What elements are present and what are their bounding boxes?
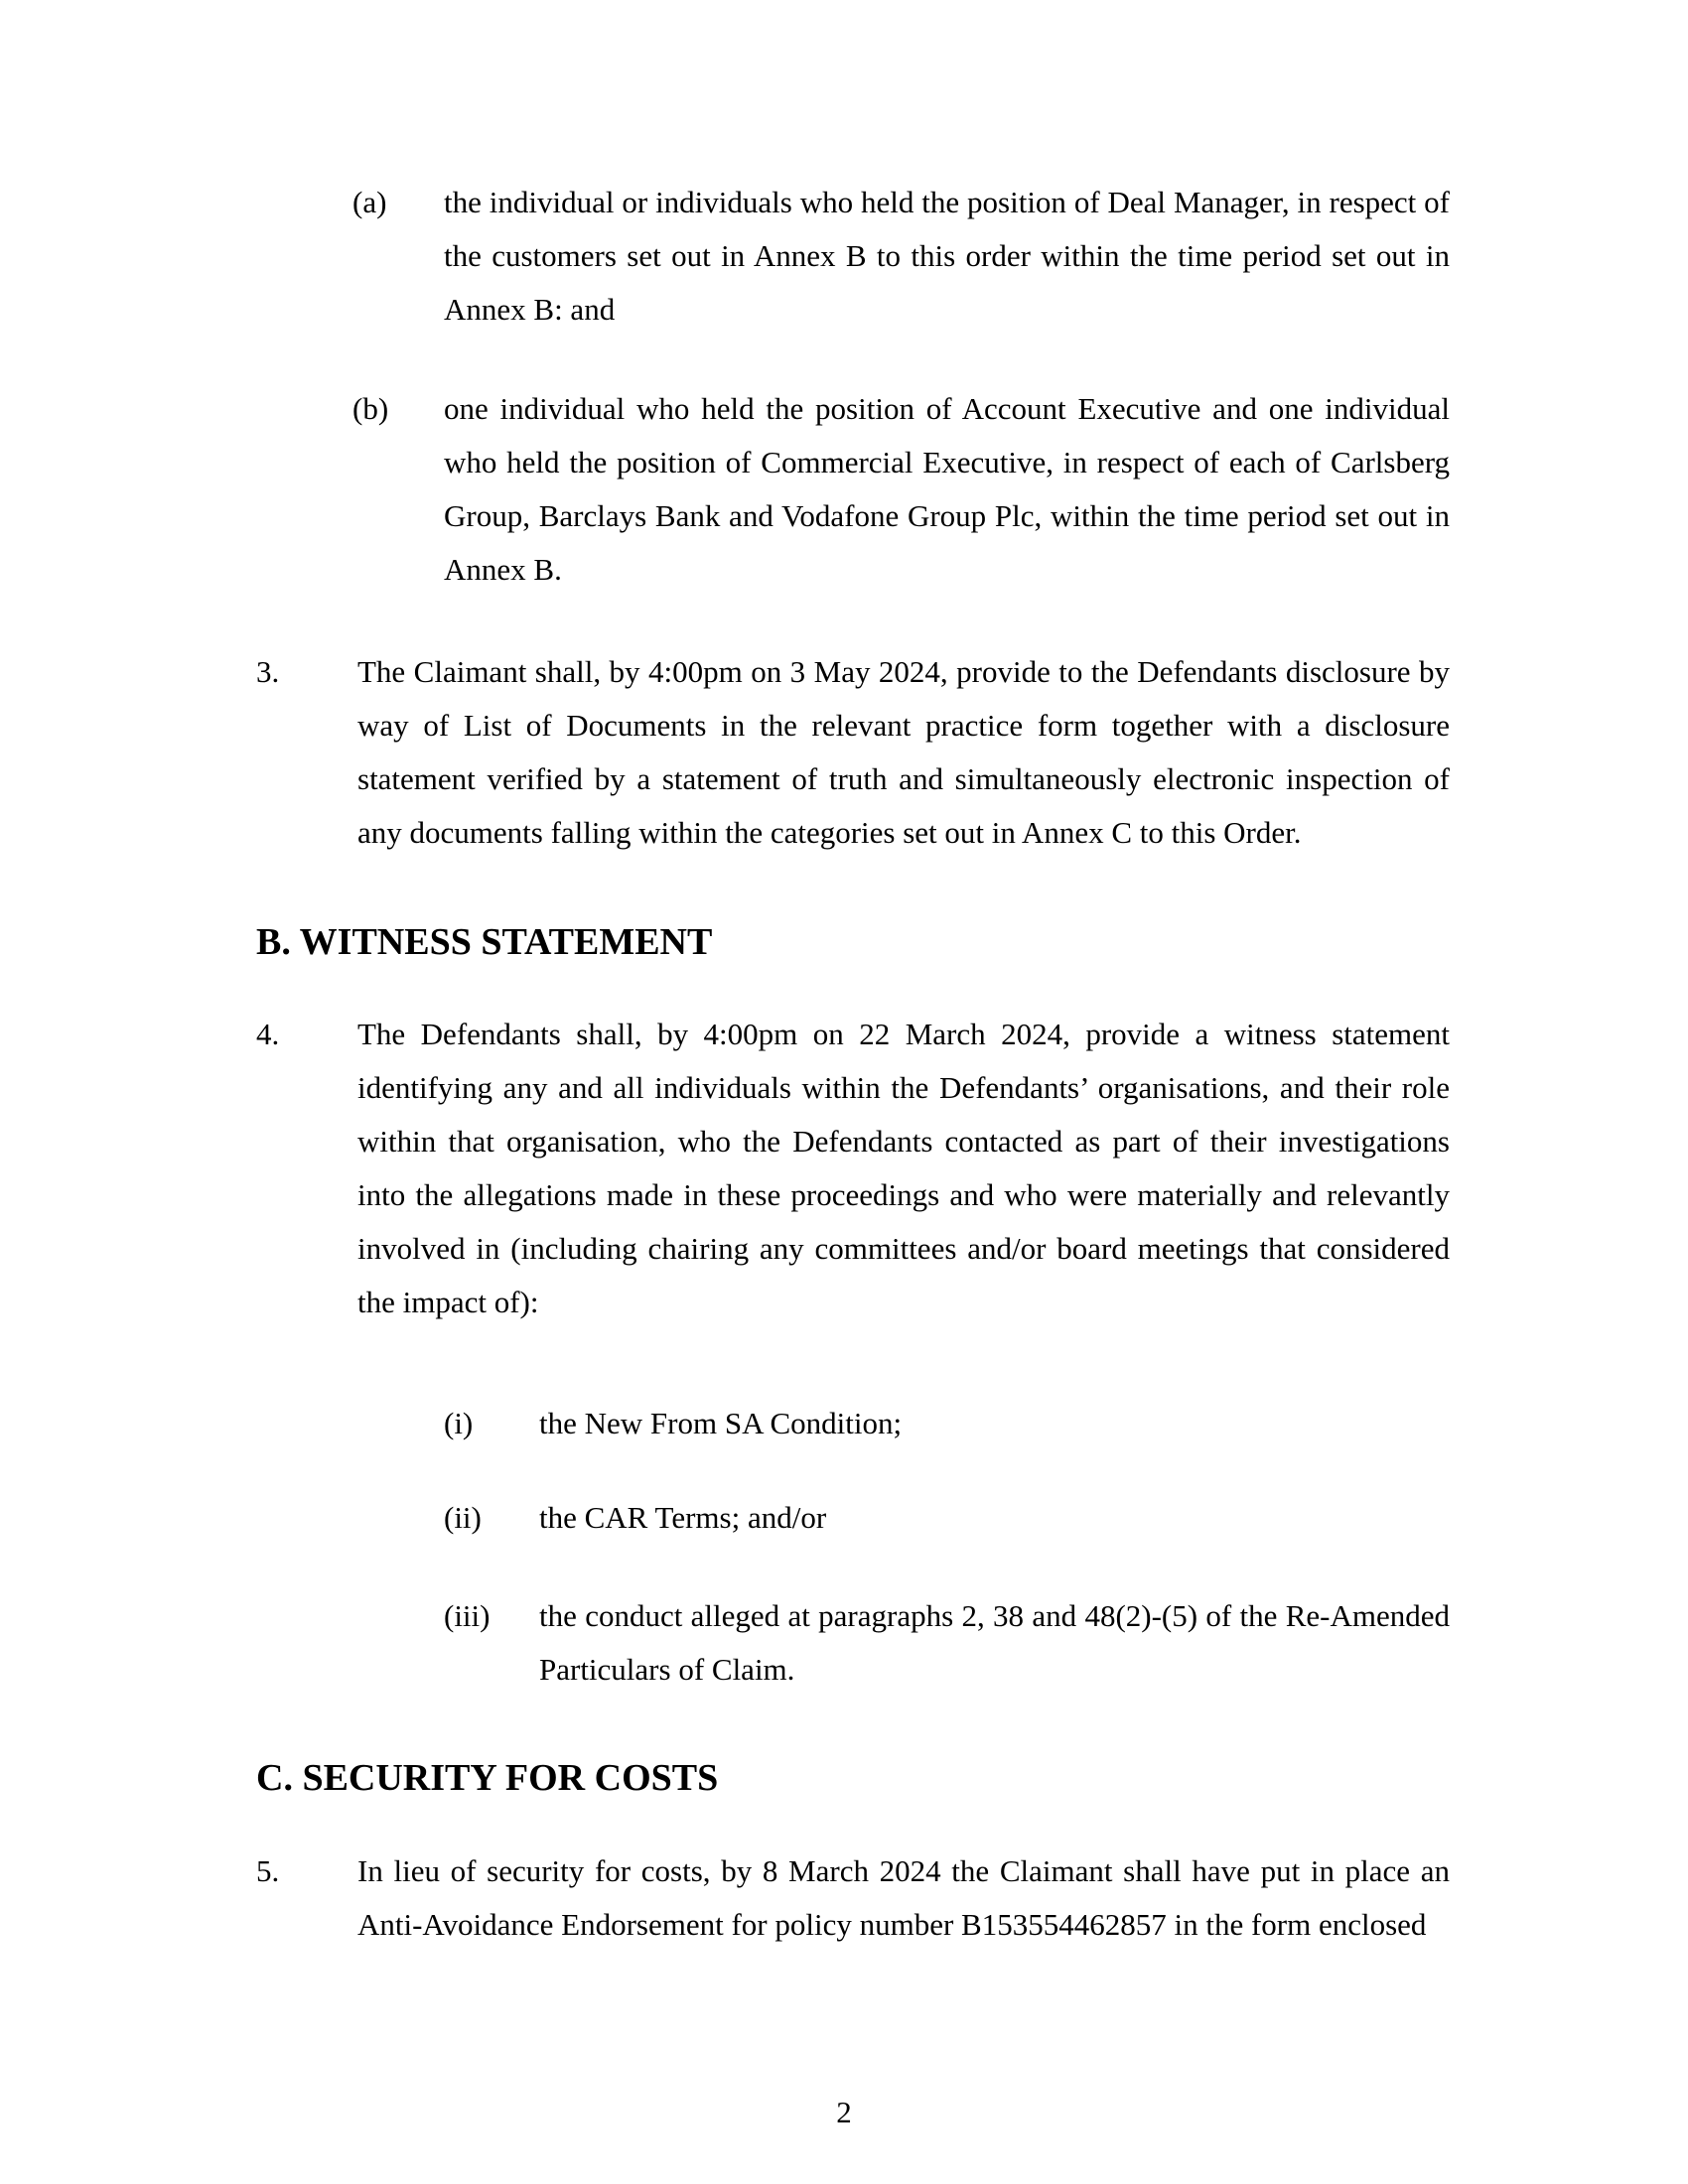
sub-paragraph-b-text: one individual who held the position of Account Executive and one individual who held the position of Commercial Executive, in respect of each of Carlsberg Group, Barclays Bank and Vodafone Group Plc, within the time period set out in Annex B. [444,391,1450,587]
section-heading-witness-statement: B. WITNESS STATEMENT [256,921,713,963]
sub-paragraph-iii [444,1589,1450,1697]
sub-paragraph-iii-text: the conduct alleged at paragraphs 2, 38 and 48(2)-(5) of the Re-Amended Particulars of Claim. [539,1598,1450,1687]
paragraph-5-text: In lieu of security for costs, by 8 March 2024 the Claimant shall have put in place an Anti-Avoidance Endorsement for policy number B153554462857 in the form enclosed [357,1853,1450,1942]
sub-paragraph-a-text: the individual or individuals who held the position of Deal Manager, in respect of the customers set out in Annex B to this order within the time period set out in Annex B: and [444,185,1450,327]
sub-paragraph-a-marker: (a) [352,185,387,219]
sub-paragraph-i-marker: (i) [444,1406,474,1440]
section-heading-security-for-costs: C. SECURITY FOR COSTS [256,1757,719,1799]
sub-paragraph-b [352,382,1450,597]
sub-paragraph-i [444,1397,1450,1450]
sub-paragraph-ii-marker: (ii) [444,1500,482,1535]
sub-paragraph-ii-text: the CAR Terms; and/or [539,1500,827,1535]
sub-paragraph-iii-marker: (iii) [444,1598,491,1633]
paragraph-4 [256,1008,1450,1329]
sub-paragraph-ii [444,1491,1450,1545]
sub-paragraph-a [352,176,1450,337]
page-number: 2 [836,2095,852,2129]
paragraph-5 [256,1844,1450,1952]
paragraph-3-number: 3. [256,654,280,689]
sub-paragraph-b-marker: (b) [352,391,389,426]
document-content [256,176,1450,1952]
paragraph-5-number: 5. [256,1853,280,1888]
sub-paragraph-i-text: the New From SA Condition; [539,1406,903,1440]
paragraph-4-number: 4. [256,1017,280,1051]
paragraph-4-text: The Defendants shall, by 4:00pm on 22 March 2024, provide a witness statement identifying any and all individuals within the Defendants’ organisations, and their role within that organisation, who the Defendants contacted as part of their investigations into the allegations made in these proceedings and who were materially and relevantly involved in (including chairing any committees and/or board meetings that considered the impact of): [357,1017,1450,1319]
paragraph-3-text: The Claimant shall, by 4:00pm on 3 May 2024, provide to the Defendants disclosure by way of List of Documents in the relevant practice form together with a disclosure statement verified by a statement of truth and simultaneously electronic inspection of any documents falling within the categories set out in Annex C to this Order. [357,654,1450,850]
paragraph-3 [256,645,1450,860]
